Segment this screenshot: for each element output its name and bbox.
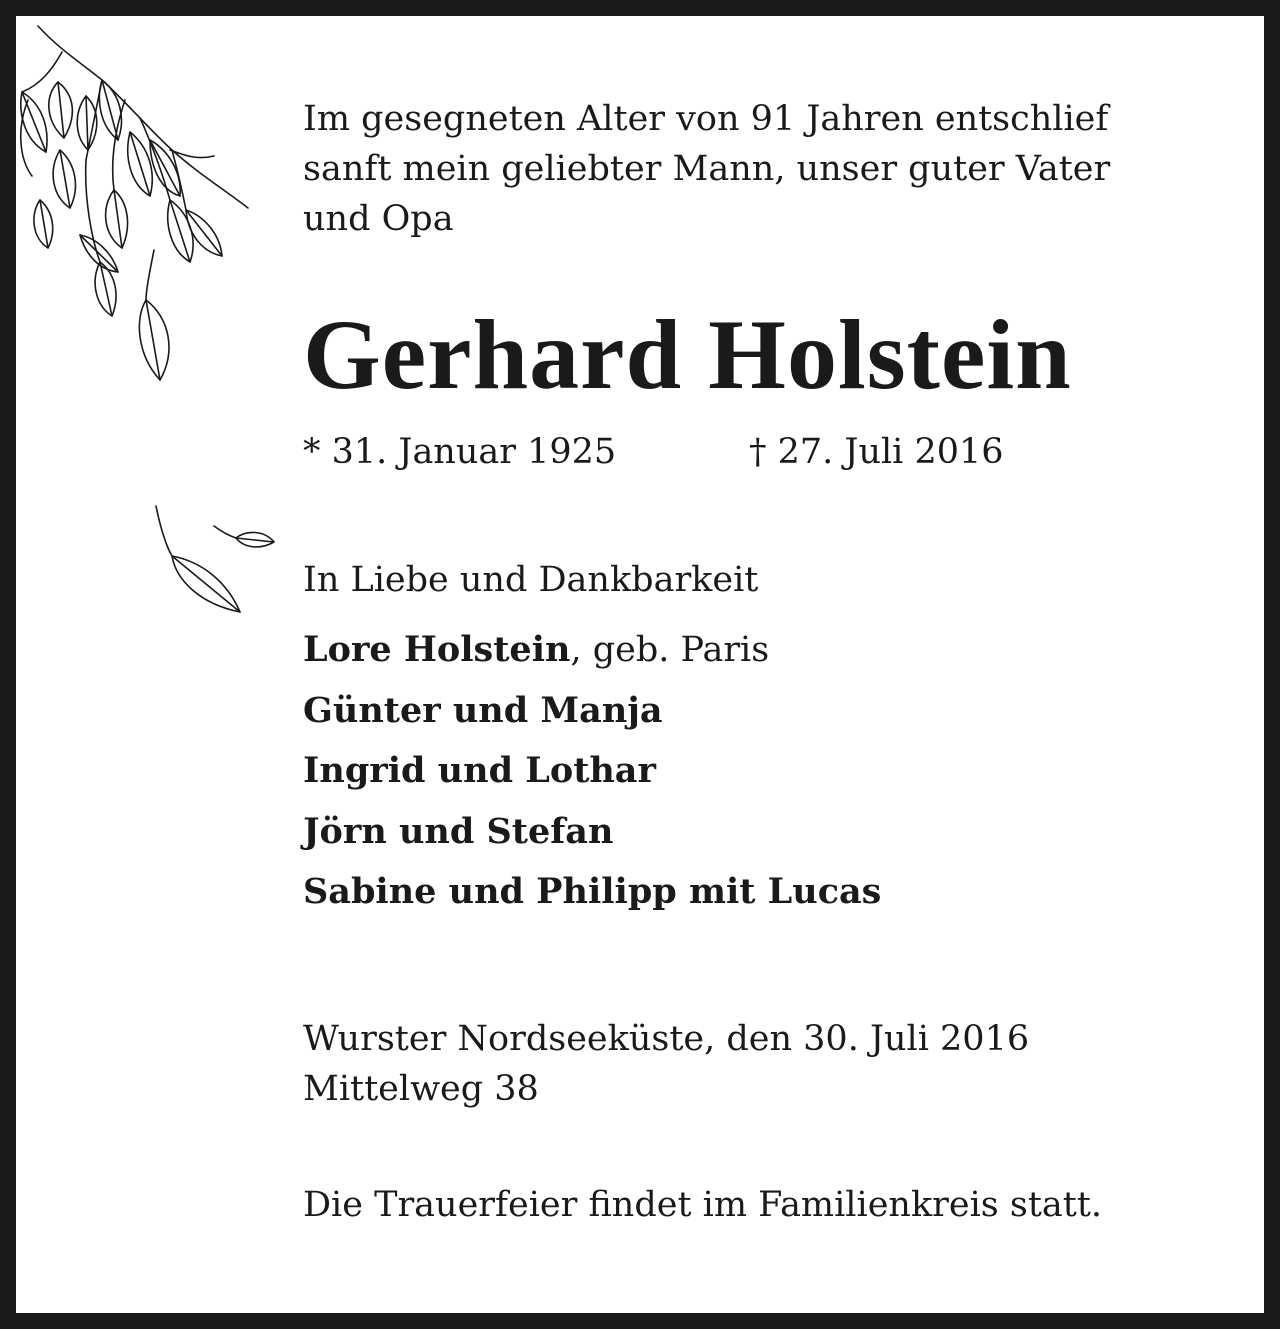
death-date: † 27. Juli 2016 bbox=[749, 432, 1004, 472]
family-member-suffix: , geb. Paris bbox=[570, 630, 770, 670]
place-date-line: Wurster Nordseeküste, den 30. Juli 2016 bbox=[303, 1019, 1030, 1059]
family-list bbox=[303, 624, 881, 927]
intro-line-3: und Opa bbox=[303, 199, 454, 239]
family-member bbox=[303, 685, 881, 746]
intro-line-2: sanft mein geliebter Mann, unser guter Vater bbox=[303, 149, 1111, 189]
family-member bbox=[303, 745, 881, 806]
leaf-branch-icon bbox=[21, 26, 248, 380]
family-member bbox=[303, 866, 881, 927]
deceased-name: Gerhard Holstein bbox=[303, 299, 1072, 410]
family-member-name: Günter und Manja bbox=[303, 689, 663, 731]
life-dates bbox=[303, 428, 1004, 476]
funeral-note: Die Trauerfeier findet im Familienkreis statt. bbox=[303, 1185, 1103, 1225]
address-line: Mittelweg 38 bbox=[303, 1069, 539, 1109]
place-and-date bbox=[303, 1014, 1029, 1114]
family-member-name: Lore Holstein bbox=[303, 629, 571, 670]
tribute-line: In Liebe und Dankbarkeit bbox=[303, 560, 759, 600]
family-member-name: Ingrid und Lothar bbox=[303, 750, 656, 791]
falling-leaves-icon bbox=[156, 506, 274, 612]
family-member-name: Sabine und Philipp mit Lucas bbox=[303, 871, 882, 912]
intro-line-1: Im gesegneten Alter von 91 Jahren entschlief bbox=[303, 99, 1109, 139]
intro-text bbox=[303, 94, 1110, 244]
family-member bbox=[303, 806, 881, 867]
family-member bbox=[303, 624, 881, 685]
family-member-name: Jörn und Stefan bbox=[303, 810, 614, 852]
birth-date: * 31. Januar 1925 bbox=[303, 432, 617, 472]
